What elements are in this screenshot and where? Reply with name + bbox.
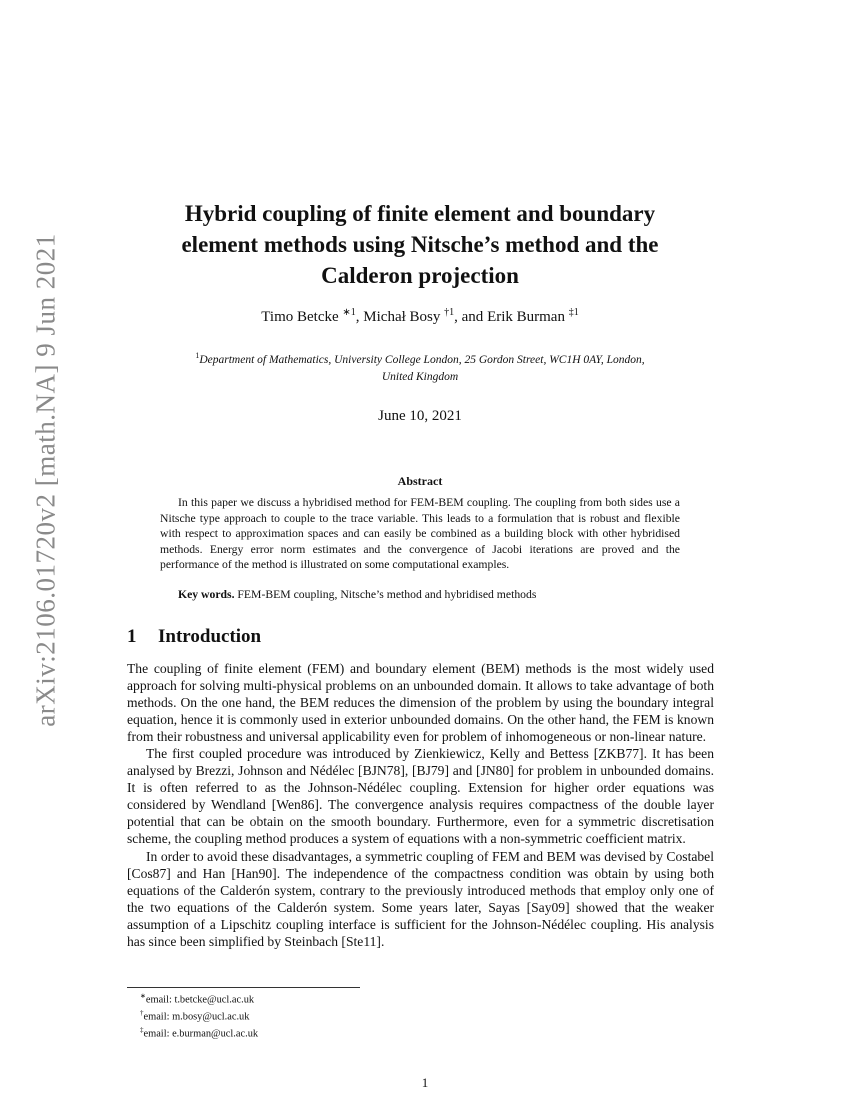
abstract-text: In this paper we discuss a hybridised method for FEM-BEM coupling. The coupling from both sides use a Nitsche type approach to couple to the trace variable. This leads to a formulation that is robust and flexible with respect to approximation spaces and can easily be combined as a building block with other hybridised methods. Energy error norm estimates and the convergence of Jacobi iterations are proved and the performance of the method is illustrated on some computational examples. [160,496,680,571]
footnote-divider [127,987,360,988]
footnote-text: email: e.burman@ucl.ac.uk [143,1028,259,1040]
keywords-label: Key words. [178,588,235,601]
footnotes [140,990,258,1041]
publication-date: June 10, 2021 [378,408,462,424]
footnote [140,1024,258,1041]
section-number: 1 [127,626,137,647]
affiliation-line: Department of Mathematics, University College London, 25 Gordon Street, WC1H 0AY, London, [199,353,645,366]
paragraph: In order to avoid these disadvantages, a symmetric coupling of FEM and BEM was devised by Costabel [Cos87] and Han [Han90]. The independence of the compactness condition was obtain by using both equations of the Calderón system, contrary to the previously introduced methods that employ only one of the two equations of the Calderón system. Some years later, Sayas [Say09] showed that the weaker assumption of a Lipschitz coupling interface is sufficient for the Johnson-Nédélec coupling. His analysis has since been simplified by Steinbach [Ste11]. [127,848,714,949]
title-line: element methods using Nitsche’s method and the [181,232,659,257]
affiliation [110,347,730,386]
author-separator: , [355,309,364,325]
footnote-text: email: t.betcke@ucl.ac.uk [145,994,255,1006]
author-name: Michał Bosy [363,309,445,325]
title-line: Hybrid coupling of finite element and boundary [184,201,656,226]
author-name: Timo Betcke [261,309,343,325]
abstract-heading: Abstract [397,474,443,488]
arxiv-identifier: arXiv:2106.01720v2 [math.NA] 9 Jun 2021 [30,233,61,727]
author-separator: , and [454,309,488,325]
footnote-mark: ‡ [140,1025,144,1034]
paper-title [110,198,730,291]
author-name: Erik Burman [487,309,569,325]
keywords [178,588,680,601]
footnote-mark: ∗ [140,992,146,1000]
footnote [140,990,258,1007]
footnote-mark: † [140,1008,144,1017]
author-marks: ∗1 [342,307,356,318]
title-line: Calderon projection [321,263,519,288]
section-title: Introduction [158,626,262,647]
footnote-text: email: m.bosy@ucl.ac.uk [143,1011,250,1023]
footnote [140,1007,258,1024]
affiliation-mark: 1 [195,351,200,360]
keywords-text: FEM-BEM coupling, Nitsche’s method and hybridised methods [237,588,537,601]
section-heading [127,626,261,648]
paragraph: The coupling of finite element (FEM) and boundary element (BEM) methods is the most widely used approach for solving multi-physical problems on an unbounded domain. It allows to take advantage of both methods. On the one hand, the BEM reduces the dimension of the problem by using the boundary integral equation, hence it is commonly used in exterior unbounded domains. On the other hand, the FEM is known from their robustness and universal applicability even for problem of inhomogeneous or non-linear nature. [127,661,714,745]
author-marks: ‡1 [568,307,579,318]
author-list [120,307,720,326]
paragraph: The first coupled procedure was introduced by Zienkiewicz, Kelly and Bettess [ZKB77]. It has been analysed by Brezzi, Johnson and Nédélec [BJN78], [BJ79] and [JN80] for problem in unbounded domains. It is often referred to as the Johnson-Nédélec coupling. Extension for higher order equations was considered by Wendland [Wen86]. The convergence analysis requires compactness of the double layer potential that can be obtain on the smooth boundary. Furthermore, even for a symmetric discretisation scheme, the coupling method produces a system of equations with a non-symmetric coefficient matrix. [127,746,714,847]
author-marks: †1 [444,307,455,318]
affiliation-line: United Kingdom [381,370,459,383]
page-number: 1 [421,1075,429,1090]
section-body [127,660,714,950]
